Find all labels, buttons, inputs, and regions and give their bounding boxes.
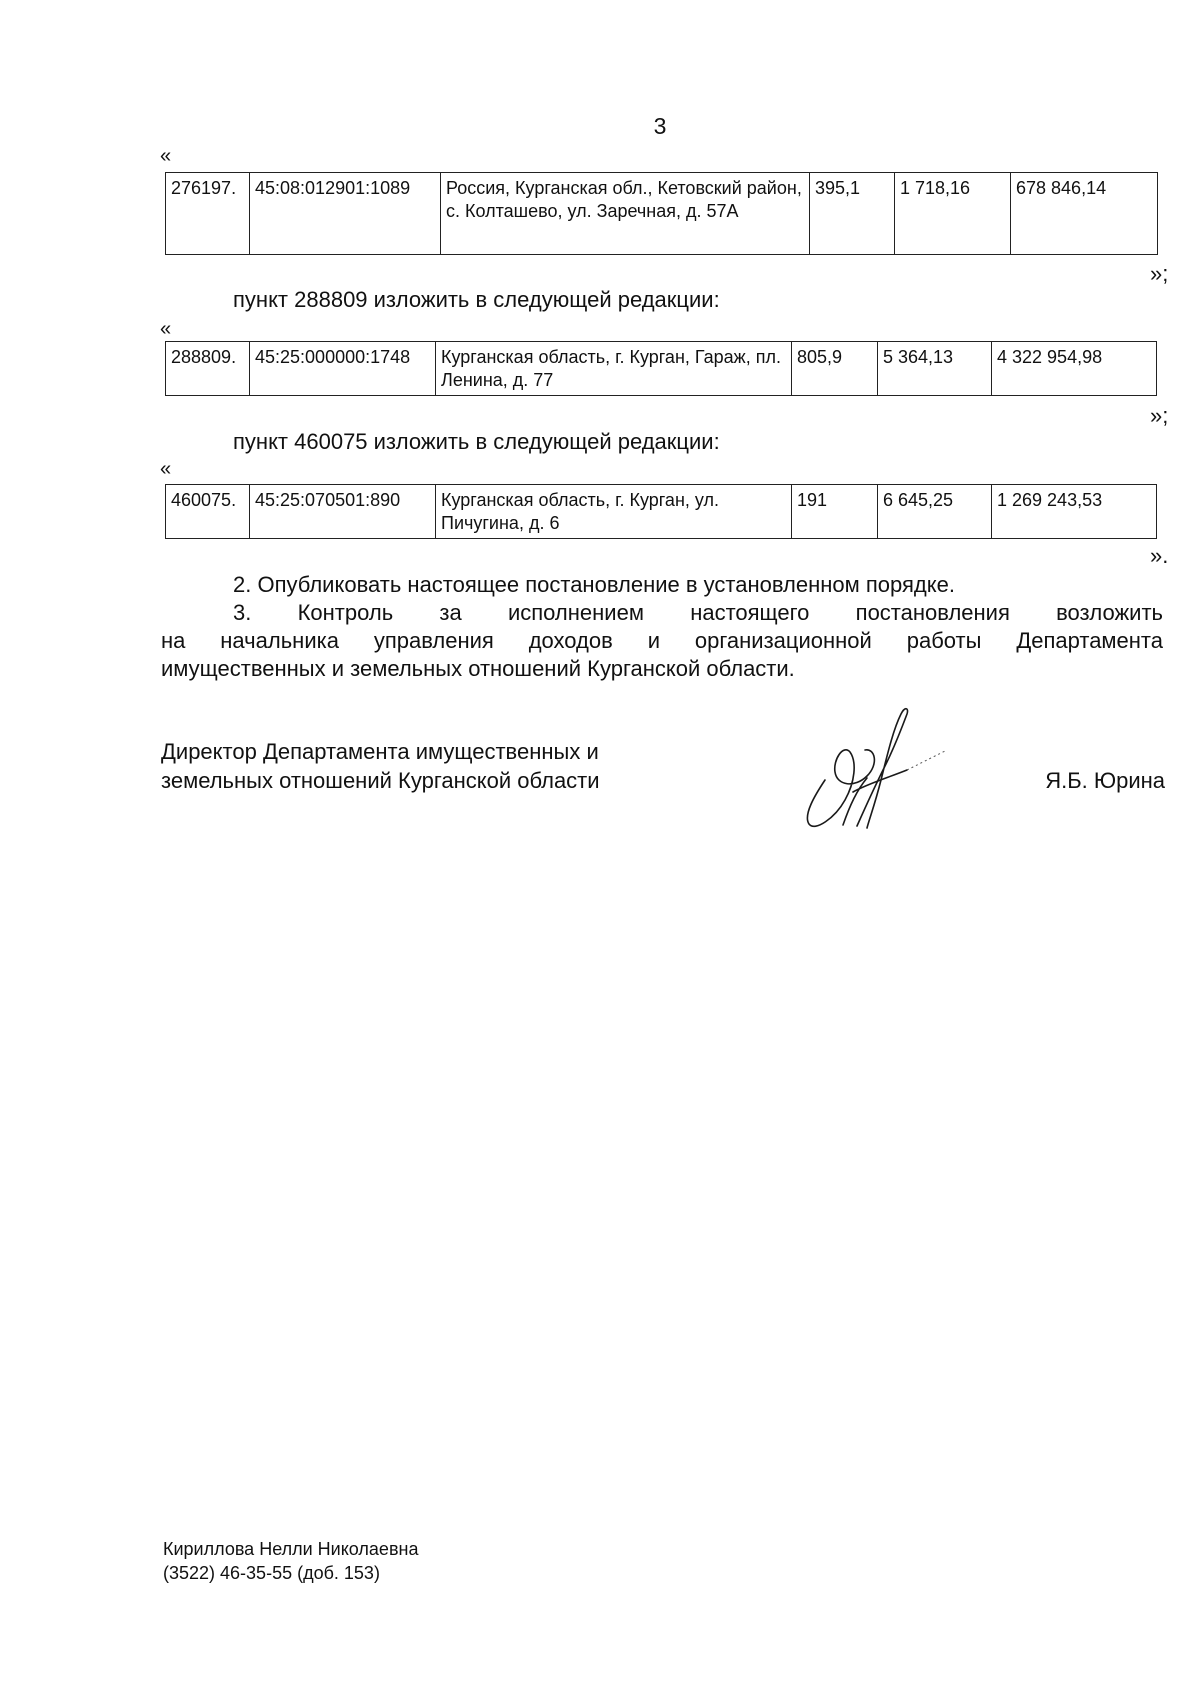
record-table xyxy=(165,341,1157,396)
cell-address: Курганская область, г. Курган, Гараж, пл. Ленина, д. 77 xyxy=(436,342,792,396)
cell-area: 805,9 xyxy=(792,342,878,396)
cell-cadastral-number: 45:08:012901:1089 xyxy=(250,173,441,255)
paragraph-publish: 2. Опубликовать настоящее постановление в установленном порядке. xyxy=(233,572,955,597)
cell-cadastral-value-per-unit: 1 718,16 xyxy=(895,173,1011,255)
amendment-intro: пункт 460075 изложить в следующей редакции: xyxy=(233,429,720,454)
cell-item-number: 288809. xyxy=(166,342,250,396)
cell-cadastral-value: 678 846,14 xyxy=(1011,173,1158,255)
cell-cadastral-value-per-unit: 6 645,25 xyxy=(878,485,992,539)
signatory-position xyxy=(161,737,600,795)
close-quote: »; xyxy=(1150,403,1169,428)
executor-name: Кириллова Нелли Николаевна xyxy=(163,1539,419,1559)
record-table xyxy=(165,484,1157,539)
page-number: 3 xyxy=(653,113,667,139)
close-quote: ». xyxy=(1150,543,1169,568)
signatory-name: Я.Б. Юрина xyxy=(1045,768,1165,793)
amendment-intro: пункт 288809 изложить в следующей редакции: xyxy=(233,287,720,312)
open-quote: « xyxy=(160,318,172,340)
cell-address: Россия, Курганская обл., Кетовский район, с. Колташево, ул. Заречная, д. 57А xyxy=(441,173,810,255)
table-row xyxy=(166,173,1158,255)
paragraph-control-line2: на начальника управления доходов и организационной работы Департамента xyxy=(161,628,1163,653)
paragraph-control-line1: 3. Контроль за исполнением настоящего постановления возложить xyxy=(233,600,1163,625)
cell-cadastral-number: 45:25:070501:890 xyxy=(250,485,436,539)
table-row xyxy=(166,342,1157,396)
executor-phone: (3522) 46-35-55 (доб. 153) xyxy=(163,1563,380,1583)
cell-cadastral-number: 45:25:000000:1748 xyxy=(250,342,436,396)
record-table xyxy=(165,172,1158,255)
cell-cadastral-value-per-unit: 5 364,13 xyxy=(878,342,992,396)
paragraph-control-line3: имущественных и земельных отношений Курганской области. xyxy=(161,656,795,681)
handwritten-signature xyxy=(795,700,955,835)
cell-area: 395,1 xyxy=(810,173,895,255)
cell-cadastral-value: 1 269 243,53 xyxy=(992,485,1157,539)
open-quote: « xyxy=(160,458,172,480)
signatory-position-line2: земельных отношений Курганской области xyxy=(161,768,600,793)
table-row xyxy=(166,485,1157,539)
cell-area: 191 xyxy=(792,485,878,539)
close-quote: »; xyxy=(1150,261,1169,286)
cell-address: Курганская область, г. Курган, ул. Пичугина, д. 6 xyxy=(436,485,792,539)
cell-cadastral-value: 4 322 954,98 xyxy=(992,342,1157,396)
cell-item-number: 276197. xyxy=(166,173,250,255)
open-quote: « xyxy=(160,145,172,167)
signatory-position-line1: Директор Департамента имущественных и xyxy=(161,739,599,764)
cell-item-number: 460075. xyxy=(166,485,250,539)
